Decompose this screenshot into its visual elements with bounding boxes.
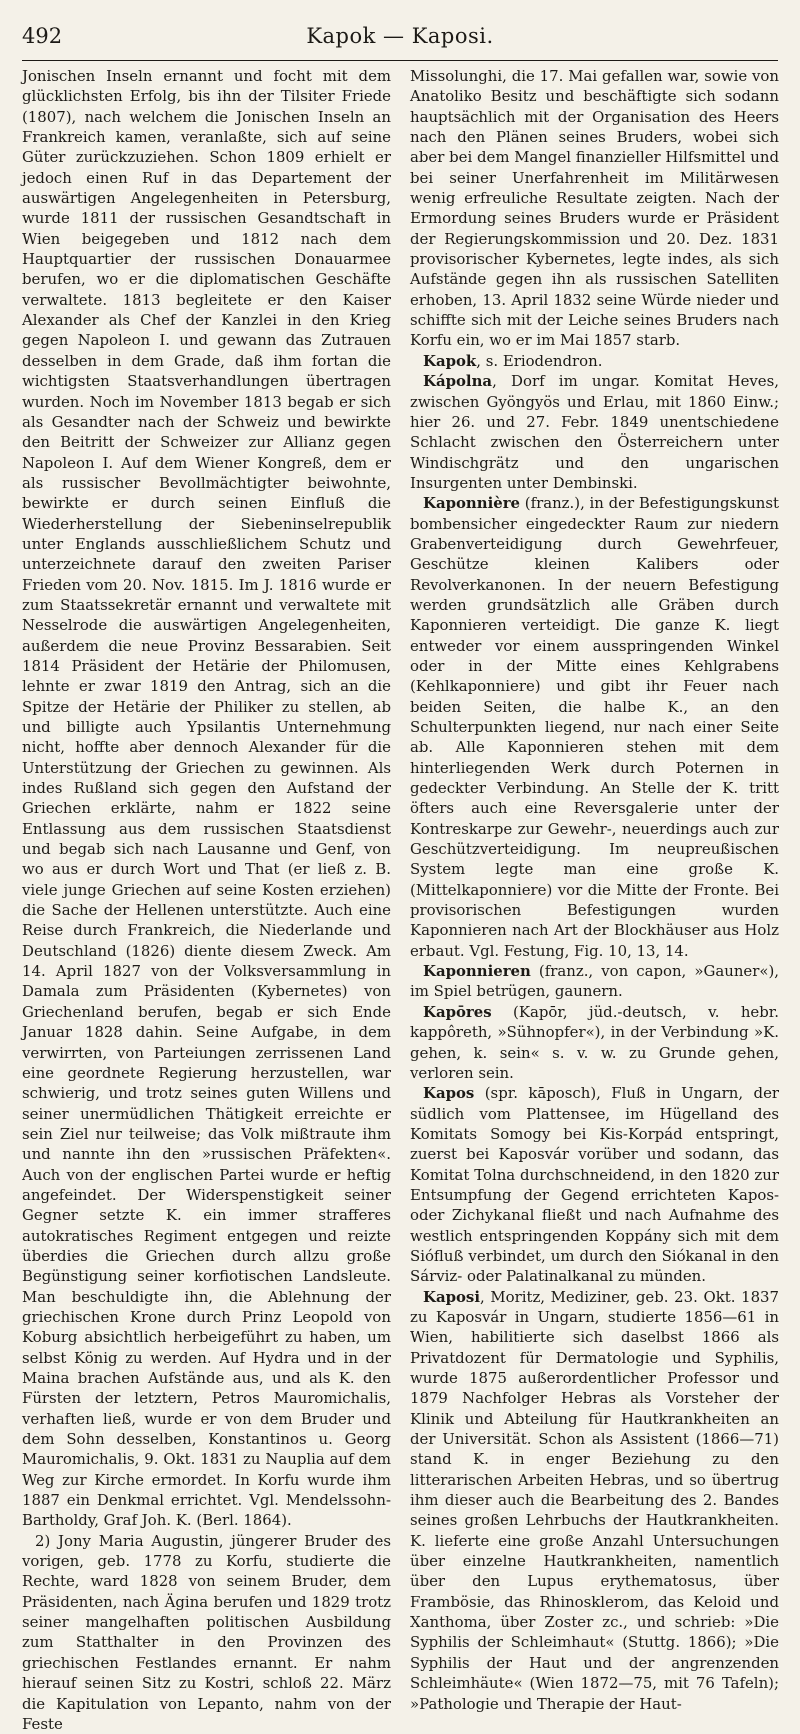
- entry-continuation-augustin: Missolunghi, die 17. Mai gefallen war, sowie von Anatoliko Besitz und beschäftigte sich sodann hauptsächlich mit der Organisation des Heers nach den Plänen seines Bruders, wobei sich aber bei dem Mangel finanzieller Hilfsmittel und bei seiner Unerfahrenheit im Militärwesen wenig erfreuliche Resultate zeigten. Nach der Ermordung seines Bruders wurde er Präsident der Regierungskommission und 20. Dez. 1831 provisorischer Kybernetes, legte indes, als sich Aufstände gegen ihn als russischen Satelliten erhoben, 13. April 1832 seine Würde nieder und schiffte sich mit der Leiche seines Bruders nach Korfu ein, wo er im Mai 1857 starb.: [410, 67, 779, 350]
- headword: Kapos: [423, 1084, 475, 1103]
- left-column: [22, 66, 391, 1734]
- headword: Kapok: [423, 351, 477, 370]
- entry-body: , Dorf im ungar. Komitat Heves, zwischen Gyöngyös und Erlau, mit 1860 Einw.; hier 26. und 27. Febr. 1849 unentschiedene Schlacht zwischen den Österreichern unter Windischgrätz und den ungarischen Insurgenten unter Dembinski.: [410, 372, 779, 492]
- entry-body: (franz., von capon, »Gauner«), im Spiel betrügen, gaunern.: [410, 962, 779, 1001]
- entry-kapodistrias-2: 2) Jony Maria Augustin, jüngerer Bruder des vorigen, geb. 1778 zu Korfu, studierte die Rechte, ward 1828 von seinem Bruder, dem Präsidenten, nach Ägina berufen und 1829 trotz seiner mangelhaften politischen Ausbildung zum Statthalter in den Provinzen des griechischen Festlandes ernannt. Er nahm hierauf seinen Sitz zu Kostri, schloß 22. März die Kapitulation von Lepanto, nahm von der Feste: [22, 1531, 391, 1733]
- page-header: [22, 20, 778, 54]
- headword: Kaponnière: [423, 494, 521, 513]
- page-number: 492: [22, 24, 63, 48]
- headword: Kaposi: [423, 1287, 480, 1306]
- entry-body: (spr. kāposch), Fluß in Ungarn, der südlich vom Plattensee, im Hügelland des Komitats Somogy bei Kis-Korpád entspringt, zuerst bei Kaposvár vorüber und sodann, das Komitat Tolna durchschneidend, in den 1820 zur Entsumpfung der Gegend errichteten Kapos- oder Zichykanal fließt und nach Aufnahme des westlich entspringenden Koppány sich mit dem Siófluß verbindet, um durch den Siókanal in den Sárviz- oder Palatinalkanal zu münden.: [410, 1084, 779, 1286]
- entry-kaposi: [410, 1287, 779, 1714]
- entry-kaponniere: [410, 493, 779, 961]
- entry-kapos: [410, 1083, 779, 1286]
- headword: Kaponnieren: [423, 962, 531, 981]
- entry-body: , Moritz, Mediziner, geb. 23. Okt. 1837 zu Kaposvár in Ungarn, studierte 1856—61 in Wien, habilitierte sich daselbst 1866 als Privatdozent für Dermatologie und Syphilis, wurde 1875 außerordentlicher Professor und 1879 Nachfolger Hebras als Vorsteher der Klinik und Abteilung für Hautkrankheiten an der Universität. Schon als Assistent (1866—71) stand K. in enger Beziehung zu den litterarischen Arbeiten Hebras, und so übertrug ihm dieser auch die Bearbeitung des 2. Bandes seines großen Lehrbuchs der Hautkrankheiten. K. lieferte eine große Anzahl Untersuchungen über einzelne Hautkrankheiten, namentlich über den Lupus erythematosus, über Frambösie, das Rhinosklerom, das Keloid und Xanthoma, über Zoster zc., und schrieb: »Die Syphilis der Schleimhaut« (Stuttg. 1866); »Die Syphilis der Haut und der angrenzenden Schleimhäute« (Wien 1872—75, mit 76 Tafeln); »Pathologie und Therapie der Haut-: [410, 1287, 779, 1713]
- entry-kaponnieren: [410, 961, 779, 1002]
- header-rule: [22, 60, 778, 61]
- entry-kapores: [410, 1002, 779, 1083]
- running-title: Kapok — Kaposi.: [306, 24, 494, 48]
- headword: Kapōres: [423, 1002, 492, 1021]
- entry-kapok: [410, 351, 779, 371]
- entry-kapolna: [410, 371, 779, 493]
- right-column: [410, 66, 779, 1714]
- entry-body: (franz.), in der Befestigungskunst bombensicher eingedeckter Raum zur niedern Grabenverteidigung durch Gewehrfeuer, Geschütze kleinen Kalibers oder Revolverkanonen. In der neuern Befestigung werden grundsätzlich alle Gräben durch Kaponnieren verteidigt. Die ganze K. liegt entweder vor einem ausspringenden Winkel oder in der Mitte eines Kehlgrabens (Kehlkaponniere) und gibt ihr Feuer nach beiden Seiten, die halbe K., an den Schulterpunkten liegend, nur nach einer Seite ab. Alle Kaponnieren stehen mit dem hinterliegenden Werk durch Poternen in gedeckter Verbindung. An Stelle der K. tritt öfters auch eine Reversgalerie unter der Kontreskarpe zur Gewehr-, neuerdings auch zur Geschützverteidigung. Im neupreußischen System legte man eine große K. (Mittelkaponniere) vor die Mitte der Fronte. Bei provisorischen Befestigungen wurden Kaponnieren nach Art der Blockhäuser aus Holz erbaut. Vgl. Festung, Fig. 10, 13, 14.: [410, 494, 780, 960]
- headword: Kápolna: [423, 372, 493, 391]
- entry-body: , s. Eriodendron.: [476, 351, 603, 370]
- entry-body: (Kapōr, jüd.-deutsch, v. hebr. kappôreth, »Sühnopfer«), in der Verbindung »K. gehen, k. sein« s. v. w. zu Grunde gehen, verloren sein.: [410, 1002, 779, 1082]
- entry-continuation-kapodistrias: Jonischen Inseln ernannt und focht mit dem glücklichsten Erfolg, bis ihn der Tilsiter Friede (1807), nach welchem die Jonischen Inseln an Frankreich kamen, veranlaßte, sich auf seine Güter zurückzuziehen. Schon 1809 erhielt er jedoch einen Ruf in das Departement der auswärtigen Angelegenheiten in Petersburg, wurde 1811 der russischen Gesandtschaft in Wien beigegeben und 1812 nach dem Hauptquartier der russischen Donauarmee berufen, wo er die diplomatischen Geschäfte verwaltete. 1813 begleitete er den Kaiser Alexander als Chef der Kanzlei in den Krieg gegen Napoleon I. und gewann das Zutrauen desselben in dem Grade, daß ihm fortan die wichtigsten Staatsverhandlungen übertragen wurden. Noch im November 1813 begab er sich als Gesandter nach der Schweiz und bewirkte den Beitritt der Schweizer zur Allianz gegen Napoleon I. Auf dem Wiener Kongreß, dem er als russischer Bevollmächtigter beiwohnte, bewirkte er durch seinen Einfluß die Wiederherstellung der Siebeninselrepublik unter Englands ausschließlichem Schutz und unterzeichnete darauf den zweiten Pariser Frieden vom 20. Nov. 1815. Im J. 1816 wurde er zum Staatssekretär ernannt und verwaltete mit Nesselrode die auswärtigen Angelegenheiten, außerdem die neue Provinz Bessarabien. Seit 1814 Präsident der Hetärie der Philomusen, lehnte er zwar 1819 den Antrag, sich an die Spitze der Hetärie der Philiker zu stellen, ab und billigte auch Ypsilantis Unternehmung nicht, hoffte aber dennoch Alexander für die Unterstützung der Griechen zu gewinnen. Als indes Rußland sich gegen den Aufstand der Griechen erklärte, nahm er 1822 seine Entlassung aus dem russischen Staatsdienst und begab sich nach Lausanne und Genf, von wo aus er durch Wort und That (er ließ z. B. viele junge Griechen auf seine Kosten erziehen) die Sache der Hellenen unterstützte. Auch eine Reise durch Frankreich, die Niederlande und Deutschland (1826) diente diesem Zweck. Am 14. April 1827 von der Volksversammlung in Damala zum Präsidenten (Kybernetes) von Griechenland berufen, begab er sich Ende Januar 1828 dahin. Seine Aufgabe, in dem verwirrten, von Parteiungen zerrissenen Land eine geordnete Regierung herzustellen, war schwierig, und trotz seines guten Willens und seiner unermüdlichen Thätigkeit erreichte er sein Ziel nur teilweise; das Volk mißtraute ihm und nannte ihn den »russischen Präfekten«. Auch von der englischen Partei wurde er heftig angefeindet. Der Widerspenstigkeit seiner Gegner setzte K. ein immer strafferes autokratisches Regiment entgegen und reizte überdies die Griechen durch allzu große Begünstigung seiner korfiotischen Landsleute. Man beschuldigte ihn, die Ablehnung der griechischen Krone durch Prinz Leopold von Koburg absichtlich herbeigeführt zu haben, um selbst König zu werden. Auf Hydra und in der Maina brachen Aufstände aus, und als K. den Fürsten der letztern, Petros Mauromichalis, verhaften ließ, wurde er von dem Bruder und dem Sohn desselben, Konstantinos u. Georg Mauromichalis, 9. Okt. 1831 zu Nauplia auf dem Weg zur Kirche ermordet. In Korfu wurde ihm 1887 ein Denkmal errichtet. Vgl. Mendelssohn-Bartholdy, Graf Joh. K. (Berl. 1864).: [22, 67, 391, 1530]
